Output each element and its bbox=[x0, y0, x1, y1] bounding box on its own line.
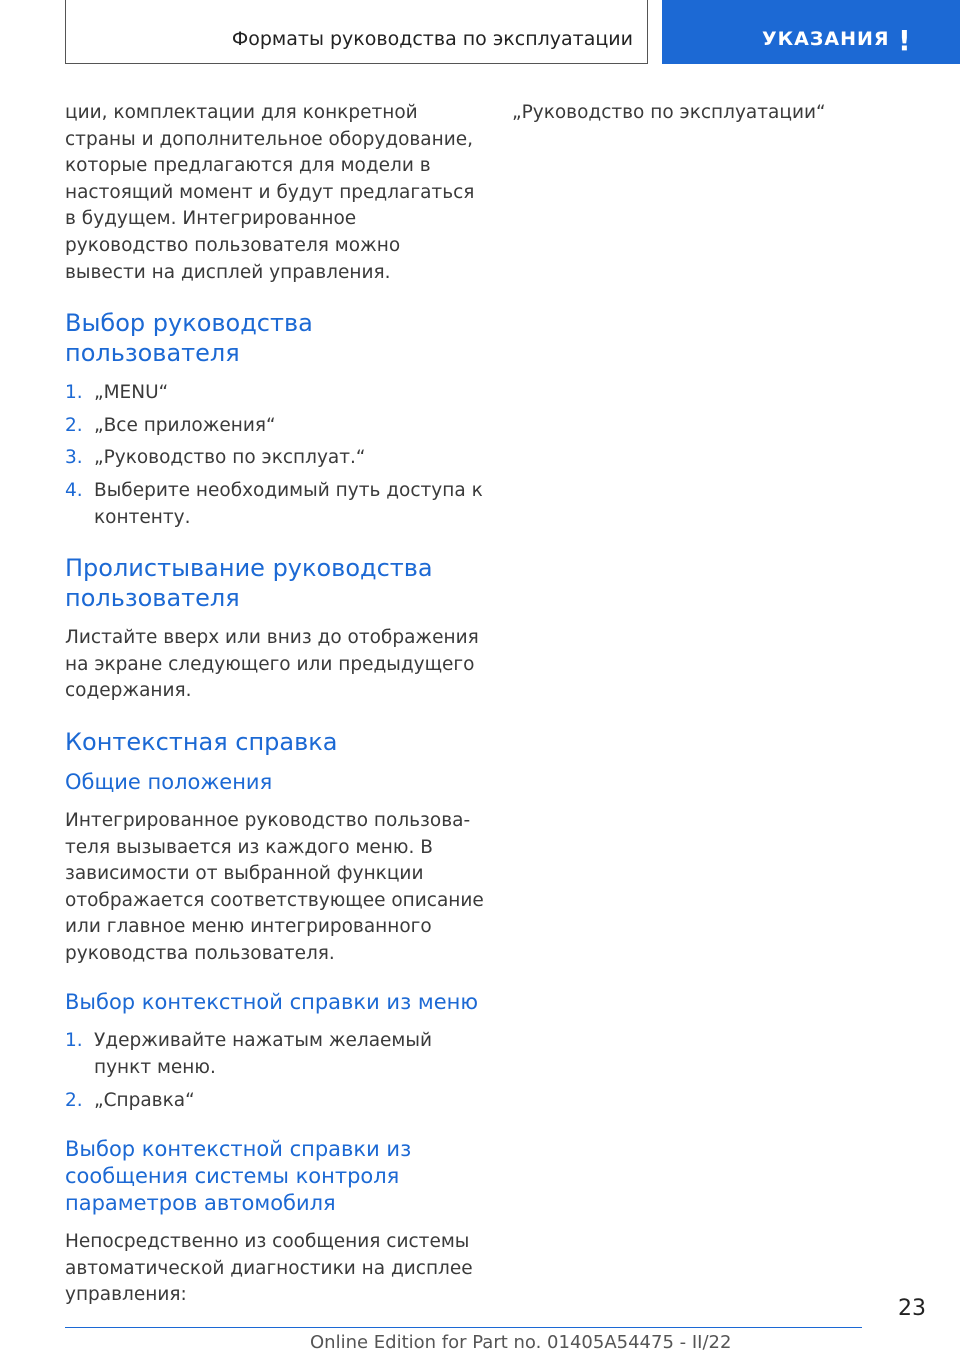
header-section-label: УКАЗАНИЯ bbox=[762, 28, 890, 50]
steps-help-from-menu bbox=[65, 1028, 485, 1114]
step-text: Выберите необходимый путь доступа к контенту. bbox=[94, 479, 483, 528]
header-section-tab bbox=[662, 0, 960, 64]
right-column bbox=[512, 100, 932, 127]
general-paragraph: Интегрированное руководство пользователя вызывается из каждого меню. В зависимости от выбранной функции отображается соответствующее описание или главное меню интегрированного руководства пользователя. bbox=[65, 809, 484, 964]
step-text: „Руководство по эксплуат.“ bbox=[94, 447, 366, 469]
left-column bbox=[65, 100, 485, 1309]
section-heading-context-help: Контекстная справка bbox=[65, 727, 338, 756]
step-number: 1. bbox=[65, 382, 83, 404]
header-title-box bbox=[65, 0, 648, 64]
step-number: 4. bbox=[65, 479, 83, 501]
step-number: 2. bbox=[65, 1089, 83, 1111]
step-text: „MENU“ bbox=[94, 382, 169, 404]
exclamation-icon: ! bbox=[898, 24, 911, 57]
footer-divider bbox=[65, 1327, 862, 1328]
list-item bbox=[65, 478, 485, 531]
step-text: „Все приложения“ bbox=[94, 414, 276, 436]
section-heading-scroll-manual: Пролистывание руководства пользователя bbox=[65, 554, 433, 613]
list-item bbox=[65, 413, 485, 440]
step-text: Удерживайте нажатым желаемый пункт меню. bbox=[94, 1030, 433, 1079]
list-item bbox=[65, 1088, 485, 1115]
steps-select-manual bbox=[65, 380, 485, 531]
step-number: 2. bbox=[65, 414, 83, 436]
footer-edition: Online Edition for Part no. 01405A54475 - II/22 bbox=[310, 1332, 732, 1353]
section-heading-select-manual: Выбор руководства пользователя bbox=[65, 309, 313, 368]
intro-paragraph: ции, комплектации для конкретной страны и дополнительное оборудование, которые предлагаются для модели в настоящий момент и будут предлагаться в будущем. Интегрированное руководство пользователя можно вывести на дисплей управления. bbox=[65, 102, 475, 283]
subheading-help-from-menu: Выбор контекстной справки из меню bbox=[65, 990, 479, 1015]
step-number: 3. bbox=[65, 447, 83, 469]
step-number: 1. bbox=[65, 1030, 83, 1052]
header-title: Форматы руководства по эксплуатации bbox=[231, 28, 633, 50]
subheading-general: Общие положения bbox=[65, 769, 273, 794]
right-paragraph: „Руководство по эксплуатации“ bbox=[512, 102, 826, 123]
page-number: 23 bbox=[898, 1296, 926, 1321]
list-item bbox=[65, 1028, 485, 1081]
message-paragraph: Непосредственно из сообщения системы автоматической диагностики на дисплее управления: bbox=[65, 1231, 473, 1306]
subheading-help-from-message: Выбор контекстной справки из сообщения системы контроля параметров автомобиля bbox=[65, 1137, 412, 1216]
list-item bbox=[65, 380, 485, 407]
scroll-paragraph: Листайте вверх или вниз до отображения на экране следующего или предыдущего содержания. bbox=[65, 627, 479, 702]
list-item bbox=[65, 445, 485, 472]
step-text: „Справка“ bbox=[94, 1089, 195, 1111]
